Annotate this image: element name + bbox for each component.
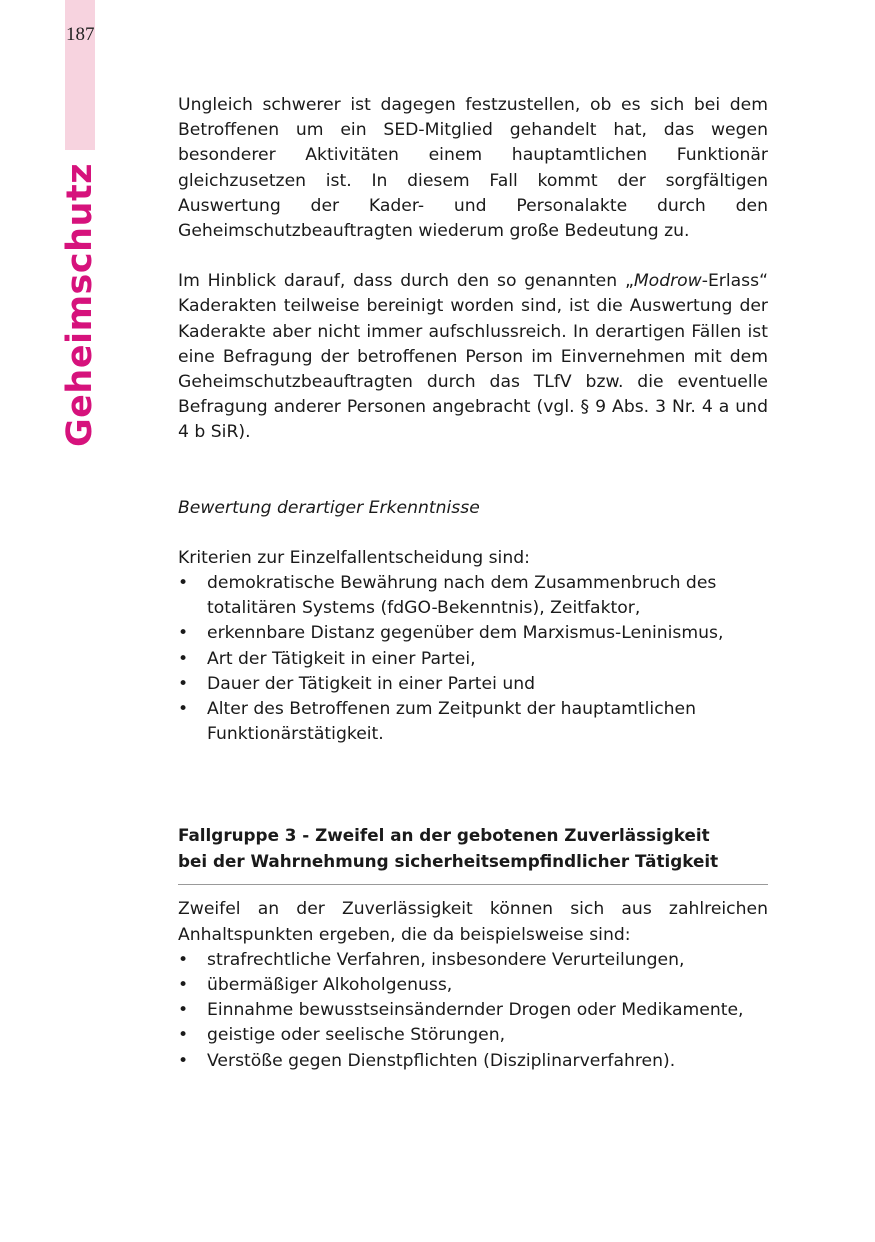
assessment-intro: Kriterien zur Einzelfallentscheidung sind: [178,547,530,568]
list-item-text: demokratische Bewährung nach dem Zusammenbruch des totalitären Systems (fdGO-Bekenntnis), Zeitfaktor, [207,573,717,619]
paragraph-modrow-text-1: Im Hinblick darauf, dass durch den so genannten „ [178,271,634,292]
paragraph-modrow-decree [178,269,768,445]
list-item [178,973,768,998]
paragraph-sed-member: Ungleich schwerer ist dagegen festzustellen, ob es sich bei dem Betroffenen um ein SED-Mitglied gehandelt hat, das wegen besonderer Aktivitäten einem hauptamtlichen Funktionär gleichzusetzen ist. In diesem Fall kommt der sorgfältigen Auswertung der Kader- und Personalakte durch den Geheimschutzbeauftragten wiederum große Bedeutung zu. [178,95,768,242]
page-number: 187 [66,24,95,45]
list-item-text: Alter des Betroffenen zum Zeitpunkt der hauptamtlichen Funktionärstätigkeit. [207,699,697,745]
bullet-icon: • [178,699,189,720]
heading-divider [178,884,768,885]
assessment-subheading: Bewertung derartiger Erkenntnisse [178,497,480,518]
list-item [178,571,768,621]
paragraph-modrow-text-2: -Erlass“ Kaderakten teilweise bereinigt worden sind, ist die Auswertung der Kaderakte aber nicht immer aufschlussreich. In derartigen Fällen ist eine Befragung der betroffenen Person im Einvernehmen mit dem Geheimschutzbeauftragten durch das TLfV bzw. die eventuelle Befragung anderer Personen angebracht (vgl. § 9 Abs. 3 Nr. 4 a und 4 b SiR). [178,271,768,443]
list-item-text: Dauer der Tätigkeit in einer Partei und [207,673,536,694]
list-item [178,1049,768,1074]
list-item [178,647,768,672]
bullet-icon: • [178,623,189,644]
list-item [178,948,768,973]
list-item [178,697,768,747]
list-item-text: erkennbare Distanz gegenüber dem Marxismus-Leninismus, [207,623,724,644]
bullet-icon: • [178,1025,189,1046]
bullet-icon: • [178,975,189,996]
list-item-text: Art der Tätigkeit in einer Partei, [207,648,476,669]
list-item-text: strafrechtliche Verfahren, insbesondere Verurteilungen, [207,949,685,970]
list-item-text: Verstöße gegen Dienstpflichten (Disziplinarverfahren). [207,1050,676,1071]
list-item [178,672,768,697]
bullet-icon: • [178,648,189,669]
list-item [178,1023,768,1048]
section-label: Geheimschutz [60,162,100,448]
list-item [178,621,768,646]
list-item [178,998,768,1023]
list-item-text: übermäßiger Alkoholgenuss, [207,975,453,996]
case-group-heading-line-2: bei der Wahrnehmung sicherheitsempfindlicher Tätigkeit [178,851,719,872]
list-item-text: Einnahme bewusstseinsändernder Drogen oder Medikamente, [207,1000,744,1021]
case-group-heading-line-1: Fallgruppe 3 - Zweifel an der gebotenen Zuverlässigkeit [178,825,710,846]
paragraph-modrow-italic: Modrow [633,271,702,292]
case-group-heading [178,822,768,874]
bullet-icon: • [178,573,189,594]
page-content [178,93,768,1074]
assessment-criteria-list [178,571,768,747]
reliability-doubts-list [178,948,768,1074]
bullet-icon: • [178,1050,189,1071]
case-group-intro: Zweifel an der Zuverlässigkeit können sich aus zahlreichen Anhaltspunkten ergeben, die da beispielsweise sind: [178,899,768,945]
bullet-icon: • [178,1000,189,1021]
bullet-icon: • [178,949,189,970]
bullet-icon: • [178,673,189,694]
list-item-text: geistige oder seelische Störungen, [207,1025,506,1046]
side-color-band [65,0,95,150]
